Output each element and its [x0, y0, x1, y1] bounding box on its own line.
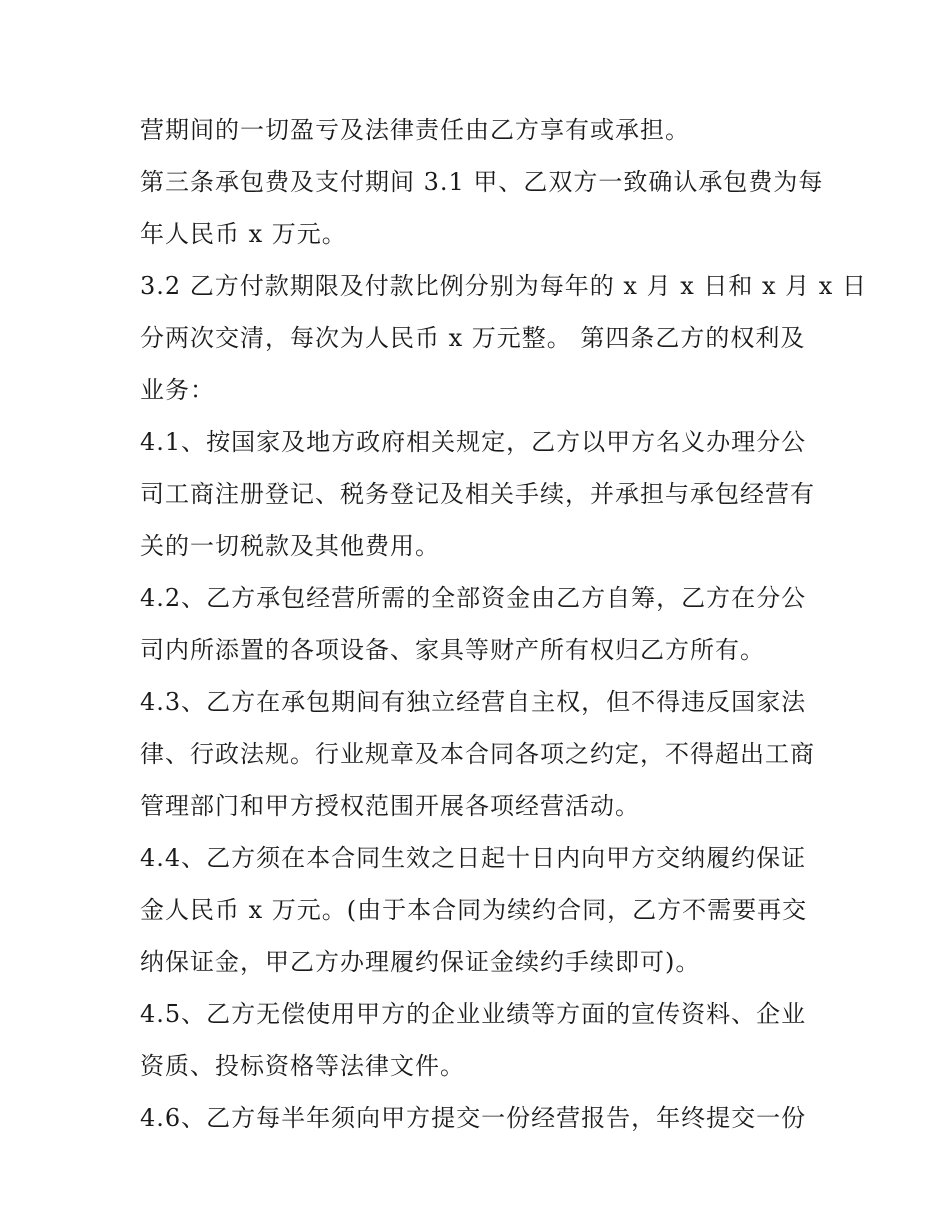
- text-line: 4.1、按国家及地方政府相关规定，乙方以甲方名义办理分公: [140, 428, 807, 456]
- paragraph-clause-4-6: [140, 1092, 820, 1144]
- text-line: 3.2 乙方付款期限及付款比例分别为每年的 x 月 x 日和 x 月 x 日: [140, 272, 867, 300]
- paragraph-clause-4-1: [140, 416, 820, 572]
- text-line: 纳保证金，甲乙方办理履约保证金续约手续即可)。: [140, 948, 701, 976]
- text-line: 4.5、乙方无偿使用甲方的企业业绩等方面的宣传资料、企业: [140, 1000, 807, 1028]
- text-line: 第三条承包费及支付期间 3.1 甲、乙双方一致确认承包费为每: [140, 168, 824, 196]
- paragraph-clause-4-3: [140, 676, 820, 832]
- text-line: 分两次交清，每次为人民币 x 万元整。 第四条乙方的权利及: [140, 324, 806, 352]
- text-line: 4.6、乙方每半年须向甲方提交一份经营报告，年终提交一份: [140, 1104, 807, 1132]
- paragraph-clause-4-4: [140, 832, 820, 988]
- text-line: 业务：: [140, 376, 215, 404]
- text-line: 4.2、乙方承包经营所需的全部资金由乙方自筹，乙方在分公: [140, 584, 807, 612]
- text-line: 司工商注册登记、税务登记及相关手续，并承担与承包经营有: [140, 480, 815, 508]
- text-line: 管理部门和甲方授权范围开展各项经营活动。: [140, 792, 640, 820]
- text-line: 4.4、乙方须在本合同生效之日起十日内向甲方交纳履约保证: [140, 844, 807, 872]
- paragraph-profit-loss: [140, 104, 820, 156]
- text-line: 4.3、乙方在承包期间有独立经营自主权，但不得违反国家法: [140, 688, 807, 716]
- text-line: 年人民币 x 万元。: [140, 220, 347, 248]
- text-line: 营期间的一切盈亏及法律责任由乙方享有或承担。: [140, 116, 690, 144]
- text-line: 资质、投标资格等法律文件。: [140, 1052, 465, 1080]
- text-line: 关的一切税款及其他费用。: [140, 532, 440, 560]
- paragraph-clause-4-2: [140, 572, 820, 676]
- text-line: 司内所添置的各项设备、家具等财产所有权归乙方所有。: [140, 636, 765, 664]
- paragraph-clause-3-2: [140, 260, 867, 416]
- text-line: 金人民币 x 万元。(由于本合同为续约合同，乙方不需要再交: [140, 896, 808, 924]
- paragraph-clause-4-5: [140, 988, 820, 1092]
- paragraph-article-3-1: [140, 156, 824, 260]
- document-body: [140, 104, 867, 1144]
- text-line: 律、行政法规。行业规章及本合同各项之约定，不得超出工商: [140, 740, 815, 768]
